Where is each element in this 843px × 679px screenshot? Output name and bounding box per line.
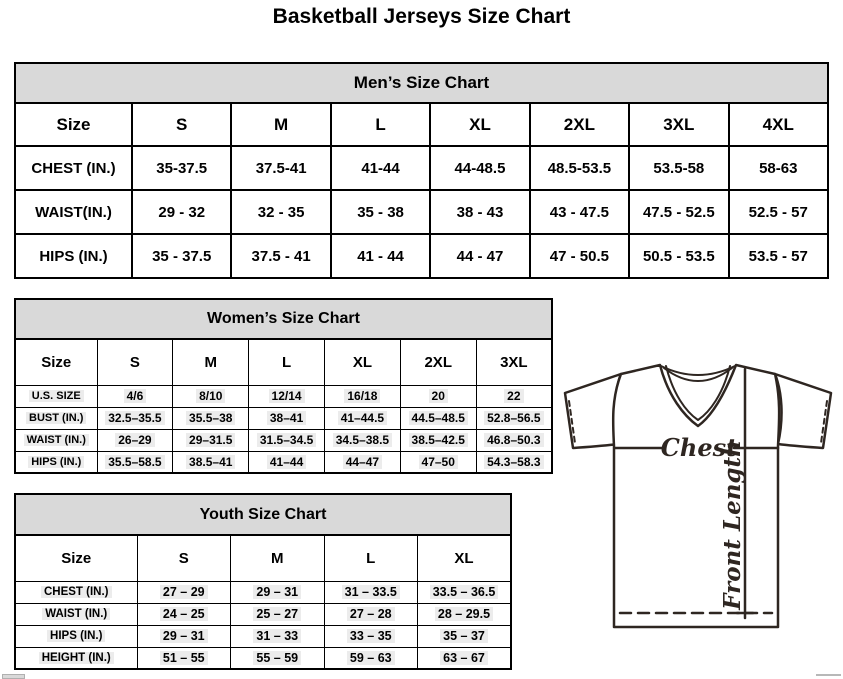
mens-table-row: [15, 190, 828, 234]
youth-row-label: [15, 581, 137, 603]
cell-value: 63 – 67: [440, 651, 488, 665]
cell-value: 35.5–38: [186, 411, 235, 425]
mens-title-row: [15, 63, 828, 103]
cell-value: 29 – 31: [160, 629, 208, 643]
womens-column-header: Size: [15, 339, 97, 385]
cell-value: 54.3–58.3: [484, 455, 543, 469]
youth-row-label: [15, 647, 137, 669]
mens-table-cell: 35-37.5: [132, 146, 231, 190]
womens-table-cell: [476, 429, 552, 451]
cell-value: 41–44: [267, 455, 306, 469]
youth-table-cell: [324, 603, 418, 625]
womens-table-cell: [400, 451, 476, 473]
mens-table-cell: 47 - 50.5: [530, 234, 629, 278]
youth-column-header: S: [137, 535, 231, 581]
scrollbar-fragment-right[interactable]: [816, 674, 841, 676]
womens-table-row: [15, 451, 552, 473]
womens-column-header: XL: [324, 339, 400, 385]
womens-table-cell: [249, 451, 325, 473]
womens-table-cell: [324, 451, 400, 473]
cell-value: BUST (IN.): [26, 412, 86, 424]
mens-table-cell: 35 - 38: [331, 190, 430, 234]
womens-table-cell: [400, 385, 476, 407]
youth-column-header: Size: [15, 535, 137, 581]
youth-table-row: [15, 581, 511, 603]
youth-table-cell: [418, 603, 512, 625]
cell-value: 31 – 33: [253, 629, 301, 643]
cell-value: 52.8–56.5: [484, 411, 543, 425]
womens-table-row: [15, 407, 552, 429]
cell-value: 26–29: [115, 433, 154, 447]
womens-table-cell: [173, 451, 249, 473]
cell-value: 20: [429, 389, 448, 403]
mens-table-cell: 50.5 - 53.5: [629, 234, 728, 278]
mens-table-row: [15, 146, 828, 190]
womens-column-header: L: [249, 339, 325, 385]
cell-value: 35 – 37: [440, 629, 488, 643]
youth-table-cell: [324, 581, 418, 603]
cell-value: 8/10: [196, 389, 225, 403]
cell-value: 31.5–34.5: [257, 433, 316, 447]
cell-value: HIPS (IN.): [28, 456, 84, 468]
chest-measure-label: Chest: [660, 433, 738, 462]
womens-size-chart-title: Women’s Size Chart: [15, 299, 552, 339]
cell-value: 16/18: [344, 389, 380, 403]
cell-value: 38.5–41: [186, 455, 235, 469]
womens-table-cell: [249, 385, 325, 407]
youth-table-cell: [418, 625, 512, 647]
mens-row-label: WAIST(IN.): [15, 190, 132, 234]
jersey-body: [613, 365, 779, 627]
womens-row-label: [15, 429, 97, 451]
mens-column-header: M: [231, 103, 330, 146]
youth-column-header: XL: [418, 535, 512, 581]
cell-value: 51 – 55: [160, 651, 208, 665]
page-title: Basketball Jerseys Size Chart: [272, 5, 571, 28]
womens-title-row: [15, 299, 552, 339]
womens-size-chart-table: [14, 298, 553, 474]
mens-table-cell: 47.5 - 52.5: [629, 190, 728, 234]
womens-table-cell: [324, 407, 400, 429]
womens-row-label: [15, 451, 97, 473]
youth-table-cell: [418, 581, 512, 603]
womens-table-cell: [476, 407, 552, 429]
mens-table-cell: 53.5 - 57: [729, 234, 828, 278]
cell-value: 29 – 31: [253, 585, 301, 599]
mens-table-cell: 43 - 47.5: [530, 190, 629, 234]
womens-table-cell: [249, 407, 325, 429]
womens-table-cell: [97, 407, 173, 429]
mens-table-cell: 37.5-41: [231, 146, 330, 190]
youth-size-chart-title: Youth Size Chart: [15, 494, 511, 535]
mens-table-cell: 32 - 35: [231, 190, 330, 234]
womens-table-cell: [97, 429, 173, 451]
youth-table-cell: [418, 647, 512, 669]
womens-table-cell: [97, 451, 173, 473]
youth-column-header: L: [324, 535, 418, 581]
mens-table-cell: 44-48.5: [430, 146, 529, 190]
womens-table-row: [15, 429, 552, 451]
youth-table-cell: [324, 647, 418, 669]
mens-table-cell: 41-44: [331, 146, 430, 190]
mens-table-cell: 48.5-53.5: [530, 146, 629, 190]
scrollbar-fragment-left[interactable]: [2, 674, 25, 679]
mens-column-header: Size: [15, 103, 132, 146]
mens-column-header: L: [331, 103, 430, 146]
mens-table-cell: 41 - 44: [331, 234, 430, 278]
mens-table-cell: 35 - 37.5: [132, 234, 231, 278]
cell-value: 44–47: [343, 455, 382, 469]
mens-table-cell: 44 - 47: [430, 234, 529, 278]
womens-column-header: 3XL: [476, 339, 552, 385]
womens-table-cell: [400, 429, 476, 451]
womens-header-row: [15, 339, 552, 385]
cell-value: 59 – 63: [347, 651, 395, 665]
womens-table-row: [15, 385, 552, 407]
cell-value: 34.5–38.5: [333, 433, 392, 447]
mens-column-header: S: [132, 103, 231, 146]
womens-table-cell: [324, 385, 400, 407]
cell-value: HEIGHT (IN.): [39, 652, 114, 664]
mens-row-label: CHEST (IN.): [15, 146, 132, 190]
mens-table-cell: 53.5-58: [629, 146, 728, 190]
youth-table-cell: [137, 625, 231, 647]
mens-column-header: 3XL: [629, 103, 728, 146]
cell-value: 25 – 27: [253, 607, 301, 621]
womens-table-cell: [324, 429, 400, 451]
cell-value: 12/14: [269, 389, 305, 403]
youth-table-row: [15, 625, 511, 647]
cell-value: 47–50: [419, 455, 458, 469]
womens-table-cell: [173, 385, 249, 407]
cell-value: U.S. SIZE: [29, 390, 84, 402]
cell-value: HIPS (IN.): [47, 630, 105, 642]
mens-table-cell: 38 - 43: [430, 190, 529, 234]
jersey-measurement-diagram: [552, 360, 843, 660]
cell-value: 41–44.5: [338, 411, 387, 425]
mens-column-header: XL: [430, 103, 529, 146]
cell-value: 35.5–58.5: [105, 455, 164, 469]
womens-row-label: [15, 385, 97, 407]
mens-table-cell: 52.5 - 57: [729, 190, 828, 234]
womens-table-cell: [476, 385, 552, 407]
cell-value: 24 – 25: [160, 607, 208, 621]
mens-column-header: 2XL: [530, 103, 629, 146]
womens-table-cell: [97, 385, 173, 407]
youth-title-row: [15, 494, 511, 535]
cell-value: 33 – 35: [347, 629, 395, 643]
mens-row-label: HIPS (IN.): [15, 234, 132, 278]
cell-value: 55 – 59: [253, 651, 301, 665]
mens-table-cell: 37.5 - 41: [231, 234, 330, 278]
womens-table-cell: [173, 429, 249, 451]
cell-value: 46.8–50.3: [484, 433, 543, 447]
youth-table-cell: [231, 581, 325, 603]
youth-table-cell: [231, 647, 325, 669]
cell-value: 27 – 29: [160, 585, 208, 599]
cell-value: CHEST (IN.): [41, 586, 112, 598]
womens-column-header: S: [97, 339, 173, 385]
womens-column-header: M: [173, 339, 249, 385]
cell-value: 33.5 – 36.5: [430, 585, 499, 599]
youth-table-row: [15, 647, 511, 669]
mens-size-chart-title: Men’s Size Chart: [15, 63, 828, 103]
youth-table-cell: [137, 647, 231, 669]
youth-column-header: M: [231, 535, 325, 581]
youth-table-cell: [137, 603, 231, 625]
mens-table-cell: 58-63: [729, 146, 828, 190]
mens-size-chart-table: [14, 62, 829, 279]
youth-header-row: [15, 535, 511, 581]
cell-value: 32.5–35.5: [105, 411, 164, 425]
cell-value: 28 – 29.5: [435, 607, 493, 621]
cell-value: 38–41: [267, 411, 306, 425]
womens-table-cell: [249, 429, 325, 451]
youth-table-row: [15, 603, 511, 625]
youth-table-cell: [231, 625, 325, 647]
youth-row-label: [15, 603, 137, 625]
cell-value: 44.5–48.5: [409, 411, 468, 425]
womens-row-label: [15, 407, 97, 429]
womens-table-cell: [476, 451, 552, 473]
womens-column-header: 2XL: [400, 339, 476, 385]
youth-row-label: [15, 625, 137, 647]
youth-table-cell: [137, 581, 231, 603]
mens-table-cell: 29 - 32: [132, 190, 231, 234]
jersey-diagram-svg: [552, 360, 843, 660]
cell-value: 4/6: [124, 389, 147, 403]
front-length-measure-label: Front Length: [719, 440, 746, 610]
youth-table-cell: [324, 625, 418, 647]
cell-value: WAIST (IN.): [42, 608, 110, 620]
womens-table-cell: [400, 407, 476, 429]
mens-table-row: [15, 234, 828, 278]
cell-value: 38.5–42.5: [409, 433, 468, 447]
cell-value: 29–31.5: [186, 433, 235, 447]
womens-table-cell: [173, 407, 249, 429]
mens-column-header: 4XL: [729, 103, 828, 146]
youth-size-chart-table: [14, 493, 512, 670]
cell-value: 31 – 33.5: [342, 585, 400, 599]
cell-value: WAIST (IN.): [24, 434, 89, 446]
mens-header-row: [15, 103, 828, 146]
cell-value: 27 – 28: [347, 607, 395, 621]
youth-table-cell: [231, 603, 325, 625]
cell-value: 22: [504, 389, 523, 403]
